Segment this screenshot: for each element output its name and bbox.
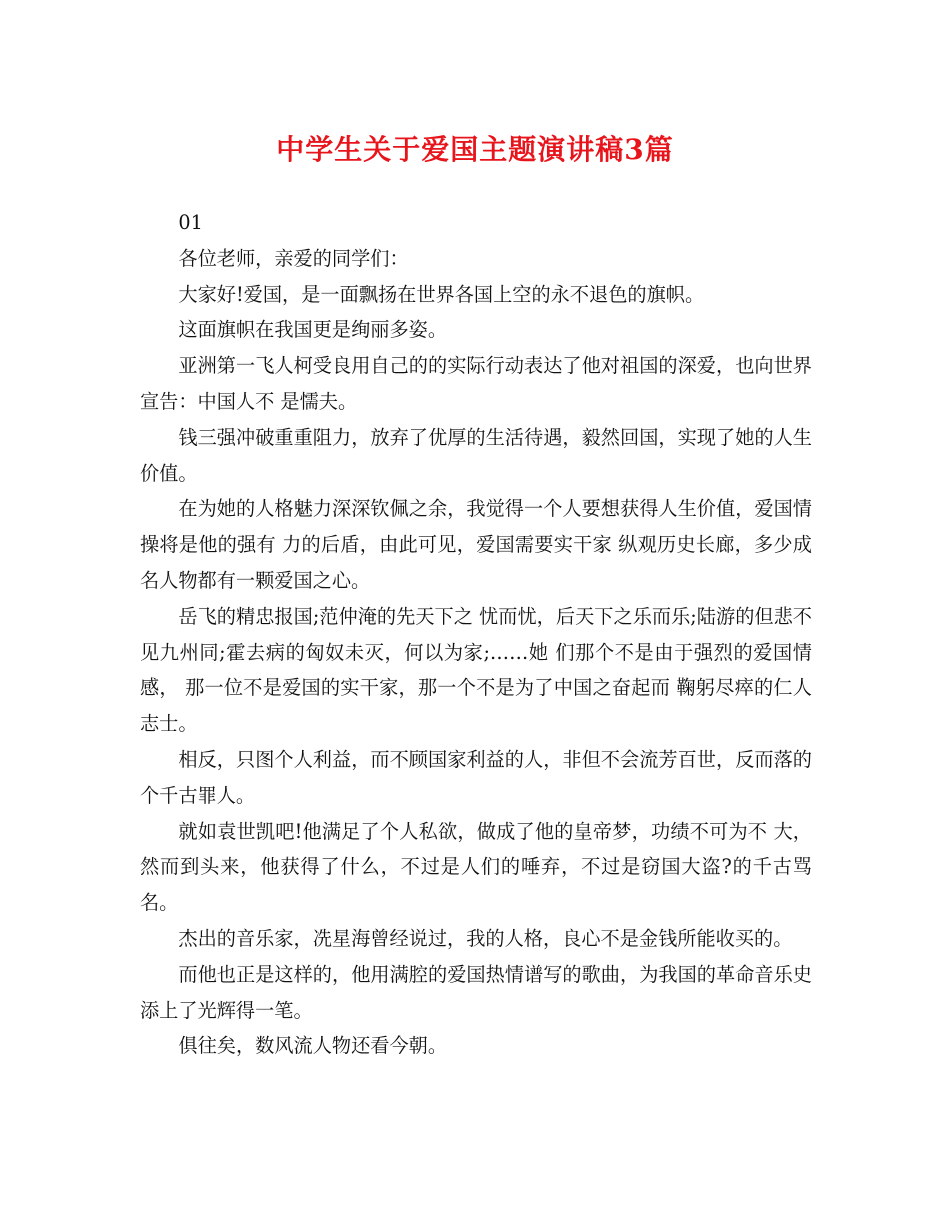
document-body xyxy=(140,205,812,1064)
paragraph: 而他也正是这样的，他用满腔的爱国热情谱写的歌曲，为我国的革命音乐史添上了光辉得一笔。 xyxy=(140,962,812,1022)
document-title: 中学生关于爱国主题演讲稿3篇 xyxy=(276,133,674,166)
paragraph: 01 xyxy=(178,211,203,234)
paragraph: 亚洲第一飞人柯受良用自己的的实际行动表达了他对祖国的深爱，也向世界宣告：中国人不 是懦夫。 xyxy=(140,354,812,413)
paragraph: 俱往矣，数风流人物还看今朝。 xyxy=(178,1034,448,1058)
paragraph: 这面旗帜在我国更是绚丽多姿。 xyxy=(178,318,448,342)
paragraph: 各位老师，亲爱的同学们： xyxy=(178,246,409,270)
paragraph: 相反，只图个人利益，而不顾国家利益的人，非但不会流芳百世，反而落的个千古罪人。 xyxy=(140,747,812,807)
paragraph: 钱三强冲破重重阻力，放弃了优厚的生活待遇，毅然回国，实现了她的人生价值。 xyxy=(140,425,812,485)
paragraph: 岳飞的精忠报国;范仲淹的先天下之 忧而忧，后天下之乐而乐;陆游的但悲不见九州同;霍去病的匈奴未灭，何以为家;……她 们那个不是由于强烈的爱国情感， 那一位不是爱国的实干家，那一个不是为了中国之奋起而 鞠躬尽瘁的仁人志士。 xyxy=(140,604,812,736)
paragraph: 大家好!爱国，是一面飘扬在世界各国上空的永不退色的旗帜。 xyxy=(178,282,705,306)
paragraph: 杰出的音乐家，冼星海曾经说过，我的人格，良心不是金钱所能收买的。 xyxy=(178,926,793,950)
paragraph: 在为她的人格魅力深深钦佩之余，我觉得一个人要想获得人生价值，爱国情操将是他的强有 力的后盾，由此可见，爱国需要实干家 纵观历史长廊，多少成名人物都有一颗爱国之心。 xyxy=(140,497,812,592)
paragraph: 就如袁世凯吧!他满足了个人私欲，做成了他的皇帝梦，功绩不可为不 大，然而到头来，他获得了什么，不过是人们的唾弃，不过是窃国大盗?的千古骂名。 xyxy=(140,819,812,915)
